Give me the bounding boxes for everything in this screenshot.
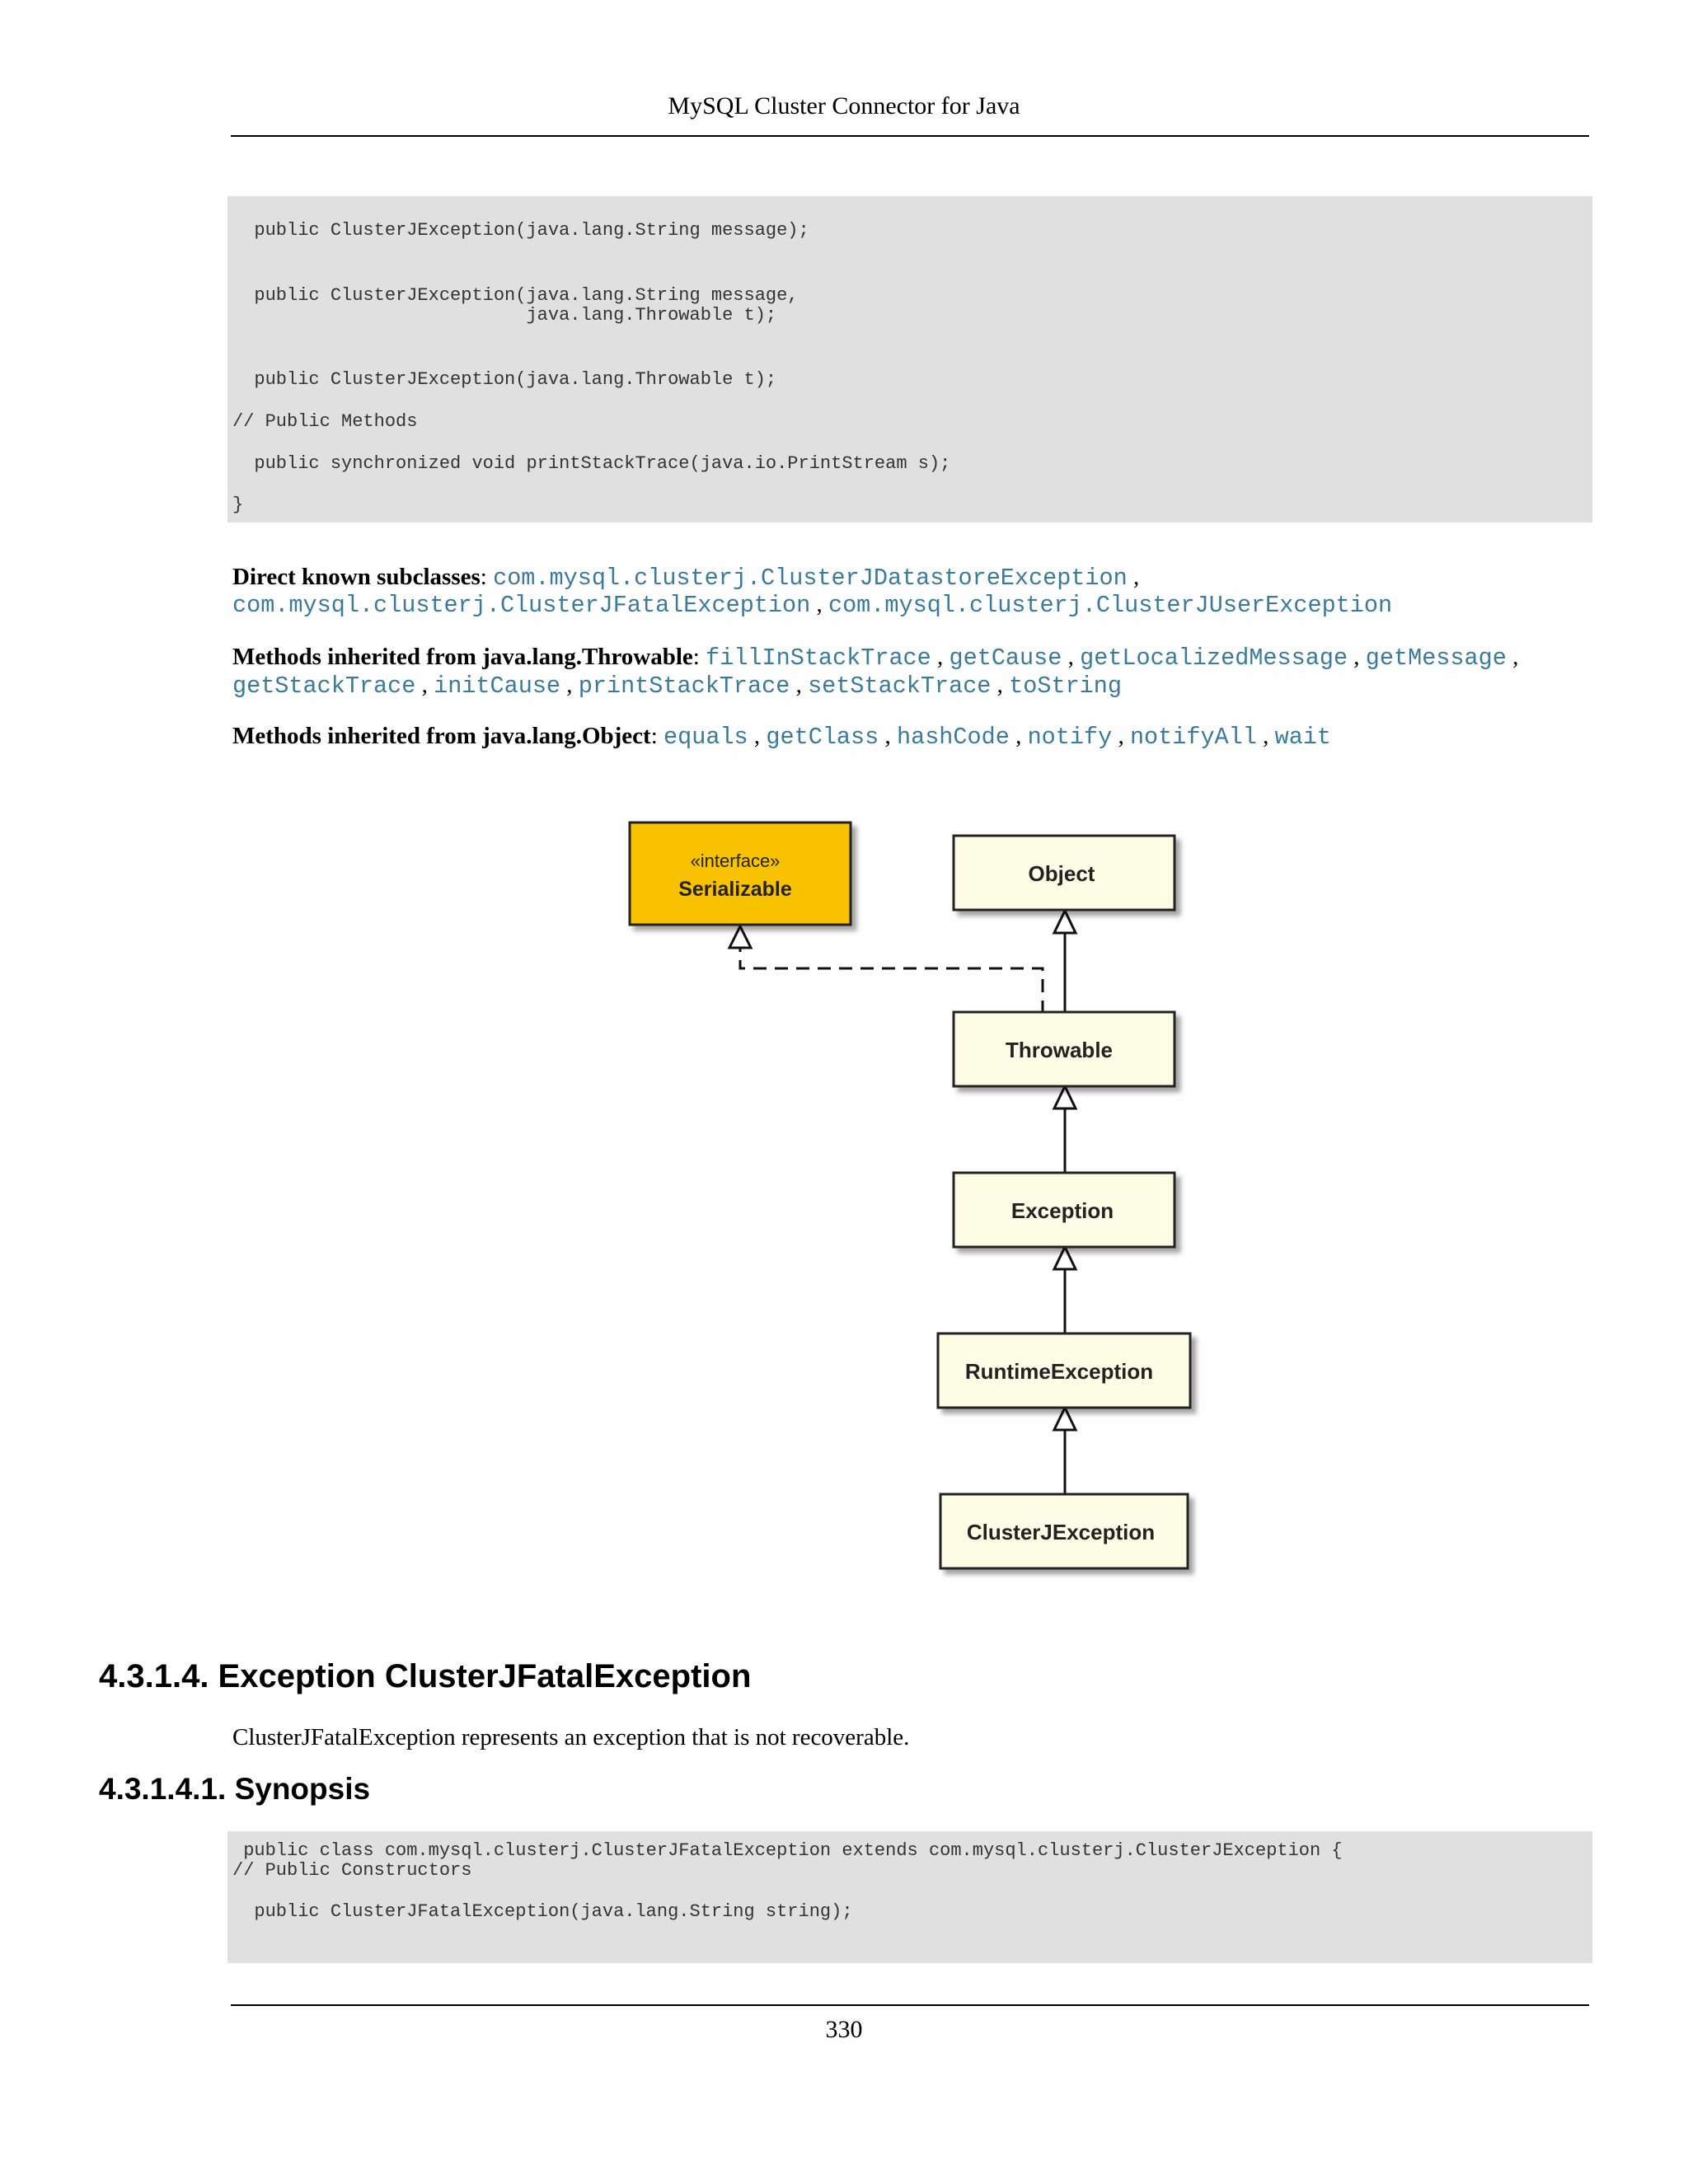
realization-arrowhead xyxy=(729,926,751,948)
link-method[interactable]: fillInStackTrace xyxy=(706,644,931,672)
code-line: public ClusterJException(java.lang.String message, xyxy=(232,285,799,306)
section-description: ClusterJFatalException represents an exception that is not recoverable. xyxy=(232,1724,910,1750)
link-method[interactable]: toString xyxy=(1009,673,1122,700)
code-line: public ClusterJException(java.lang.String message); xyxy=(232,220,809,241)
link-subclass[interactable]: com.mysql.clusterj.ClusterJDatastoreException xyxy=(493,565,1128,592)
exception-label: Exception xyxy=(1010,1198,1114,1223)
throwable-methods-label: Methods inherited from java.lang.Throwable xyxy=(232,644,693,670)
inheritance-arrowhead xyxy=(1054,1247,1076,1269)
inheritance-arrowhead xyxy=(1054,1408,1076,1430)
realization-line xyxy=(740,948,1043,1014)
link-method[interactable]: initCause xyxy=(434,673,561,700)
inheritance-arrowhead xyxy=(1054,911,1076,933)
code-line: public ClusterJFatalException(java.lang.String string); xyxy=(232,1901,853,1922)
code-line: // Public Constructors xyxy=(232,1860,472,1881)
runtime-exception-label: RuntimeException xyxy=(964,1359,1154,1384)
link-method[interactable]: wait xyxy=(1274,724,1332,751)
subclasses-label: Direct known subclasses xyxy=(232,564,481,590)
serializable-label: Serializable xyxy=(678,878,792,901)
page-number: 330 xyxy=(825,2016,863,2043)
inheritance-arrowhead xyxy=(1054,1086,1076,1108)
link-method[interactable]: getStackTrace xyxy=(232,673,416,700)
throwable-methods-line-2: getStackTrace , initCause , printStackTrace , setStackTrace , toString xyxy=(232,672,1122,700)
clusterj-exception-label: ClusterJException xyxy=(966,1520,1156,1544)
serializable-interface-box xyxy=(630,823,851,925)
link-method[interactable]: equals xyxy=(663,724,748,751)
serializable-stereotype: «interface» xyxy=(690,851,781,871)
link-method[interactable]: getCause xyxy=(949,644,1062,672)
section-heading: 4.3.1.4. Exception ClusterJFatalException xyxy=(99,1658,752,1694)
link-subclass[interactable]: com.mysql.clusterj.ClusterJUserException xyxy=(828,592,1393,619)
throwable-methods-line-1: Methods inherited from java.lang.Throwable: fillInStackTrace , getCause , getLocalizedMessage , getMessage , xyxy=(232,644,1519,672)
link-method[interactable]: getMessage xyxy=(1365,644,1507,672)
object-label: Object xyxy=(1028,861,1095,886)
link-method[interactable]: notifyAll xyxy=(1129,724,1257,751)
subclasses-line-1: Direct known subclasses: com.mysql.clusterj.ClusterJDatastoreException , xyxy=(232,564,1140,592)
link-method[interactable]: printStackTrace xyxy=(578,673,790,700)
subclasses-line-2: com.mysql.clusterj.ClusterJFatalException , com.mysql.clusterj.ClusterJUserException xyxy=(232,591,1393,619)
link-subclass[interactable]: com.mysql.clusterj.ClusterJFatalException xyxy=(232,592,811,619)
link-method[interactable]: hashCode xyxy=(896,724,1010,751)
link-method[interactable]: getClass xyxy=(766,724,879,751)
footer-rule xyxy=(231,2004,1589,2006)
code-line: // Public Methods xyxy=(232,411,418,432)
code-line: } xyxy=(232,494,244,515)
synopsis-heading: 4.3.1.4.1. Synopsis xyxy=(99,1772,371,1806)
code-block-synopsis xyxy=(227,1831,1592,1963)
link-method[interactable]: setStackTrace xyxy=(808,673,992,700)
code-line: java.lang.Throwable t); xyxy=(232,305,777,326)
code-line: public class com.mysql.clusterj.ClusterJFatalException extends com.mysql.clusterj.ClusterJException { xyxy=(232,1840,1343,1861)
object-methods-line: Methods inherited from java.lang.Object: equals , getClass , hashCode , notify , notifyAll , wait xyxy=(232,723,1332,751)
link-method[interactable]: notify xyxy=(1027,724,1113,751)
link-method[interactable]: getLocalizedMessage xyxy=(1080,644,1348,672)
throwable-label: Throwable xyxy=(1005,1038,1114,1062)
code-line: public ClusterJException(java.lang.Throwable t); xyxy=(232,369,777,390)
object-methods-label: Methods inherited from java.lang.Object xyxy=(232,723,651,749)
running-header: MySQL Cluster Connector for Java xyxy=(668,92,1020,120)
code-line: public synchronized void printStackTrace(java.io.PrintStream s); xyxy=(232,453,951,474)
